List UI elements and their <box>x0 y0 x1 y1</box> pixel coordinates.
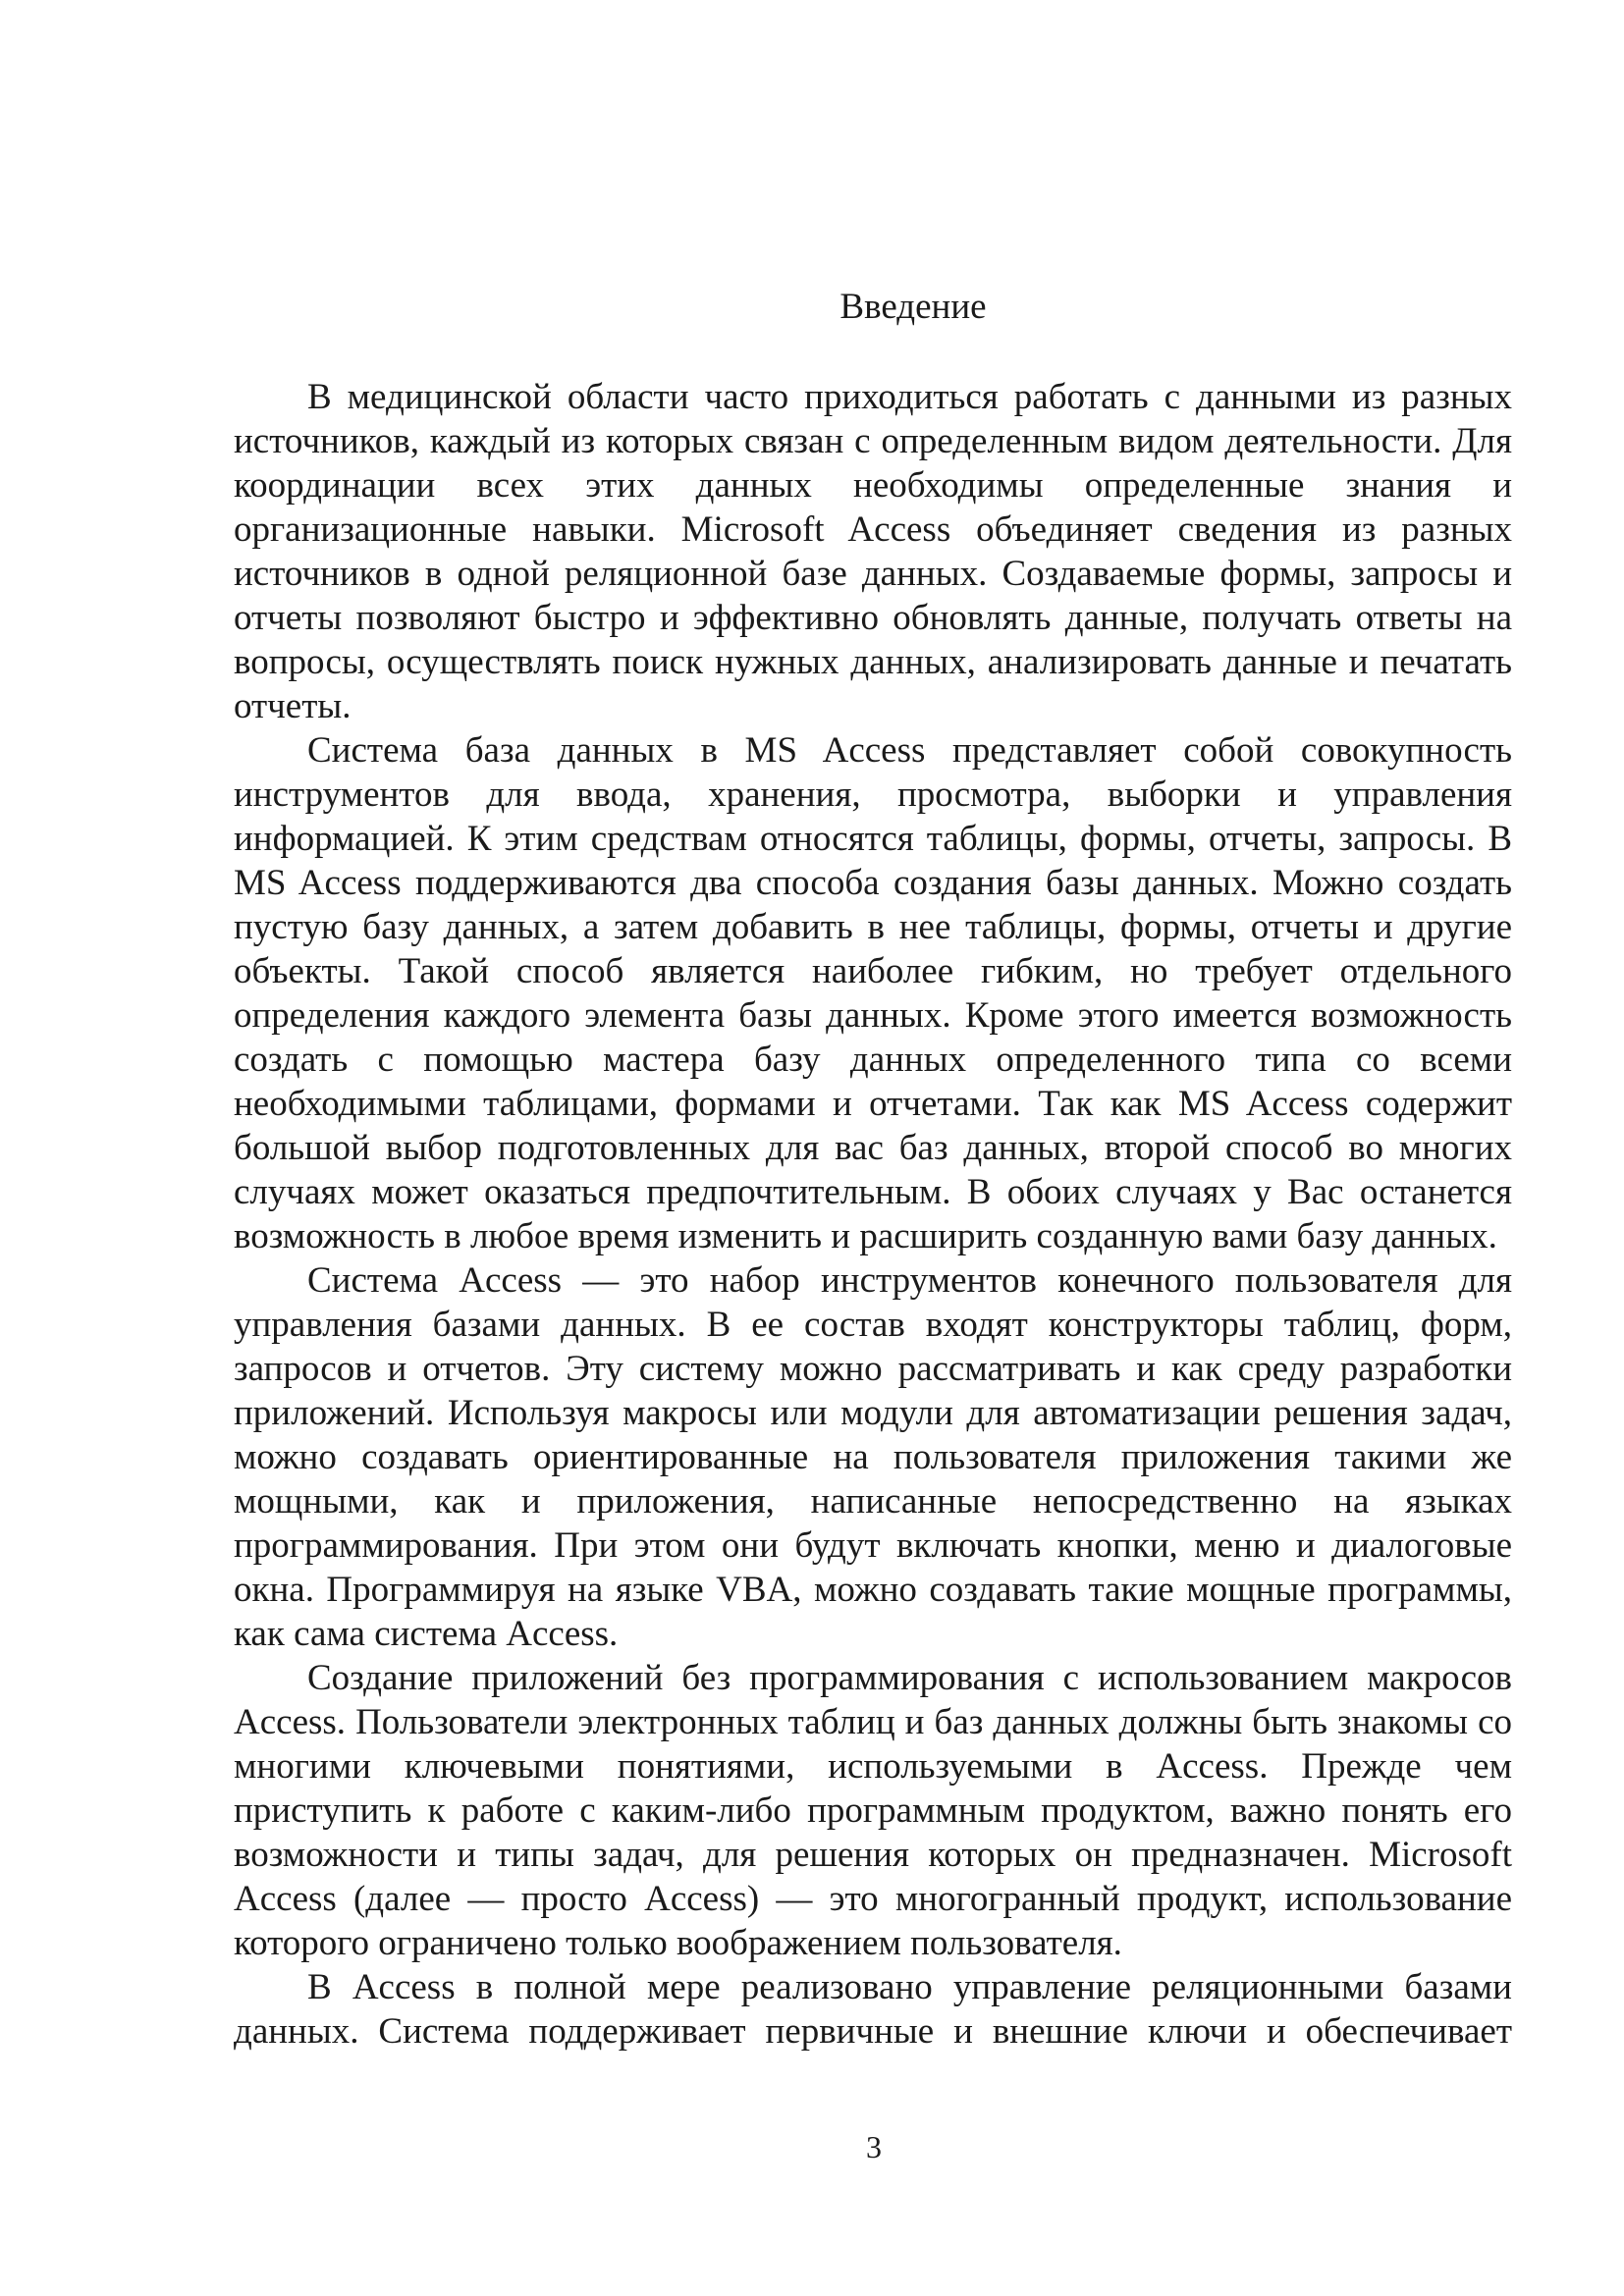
paragraph: В Access в полной мере реализовано управление реляционными базами данных. Система поддерживает первичные и внешние ключи и обеспечивает <box>234 1967 1512 2052</box>
paragraph: Система база данных в MS Access представляет собой совокупность инструментов для ввода, хранения, просмотра, выборки и управления информацией. К этим средствам относятся таблицы, формы, отчеты, запросы. В MS Access поддерживаются два способа создания базы данных. Можно создать пустую базу данных, а затем добавить в нее таблицы, формы, отчеты и другие объекты. Такой способ является наиболее гибким, но требует отдельного определения каждого элемента базы данных. Кроме этого имеется возможность создать с помощью мастера базу данных определенного типа со всеми необходимыми таблицами, формами и отчетами. Так как MS Access содержит большой выбор подготовленных для вас баз данных, второй способ во многих случаях может оказаться предпочтительным. В обоих случаях у Вас останется возможность в любое время изменить и расширить созданную вами базу данных. <box>234 730 1512 1256</box>
page-number: 3 <box>866 2129 882 2164</box>
page-title: Введение <box>839 287 987 327</box>
paragraph: В медицинской области часто приходиться работать с данными из разных источников, каждый из которых связан с определенным видом деятельности. Для координации всех этих данных необходимы определенные знания и организационные навыки. Microsoft Access объединяет сведения из разных источников в одной реляционной базе данных. Создаваемые формы, запросы и отчеты позволяют быстро и эффективно обновлять данные, получать ответы на вопросы, осуществлять поиск нужных данных, анализировать данные и печатать отчеты. <box>234 377 1512 726</box>
paragraph: Система Access — это набор инструментов конечного пользователя для управления базами данных. В ее состав входят конструкторы таблиц, форм, запросов и отчетов. Эту систему можно рассматривать и как среду разработки приложений. Используя макросы или модули для автоматизации решения задач, можно создавать ориентированные на пользователя приложения такими же мощными, как и приложения, написанные непосредственно на языках программирования. При этом они будут включать кнопки, меню и диалоговые окна. Программируя на языке VBA, можно создавать такие мощные программы, как сама система Access. <box>234 1260 1512 1654</box>
document-body <box>234 375 1512 2054</box>
paragraph: Создание приложений без программирования с использованием макросов Access. Пользователи электронных таблиц и баз данных должны быть знакомы со многими ключевыми понятиями, используемыми в Access. Прежде чем приступить к работе с каким-либо программным продуктом, важно понять его возможности и типы задач, для решения которых он предназначен. Microsoft Access (далее — просто Access) — это многогранный продукт, использование которого ограничено только воображением пользователя. <box>234 1658 1512 1963</box>
